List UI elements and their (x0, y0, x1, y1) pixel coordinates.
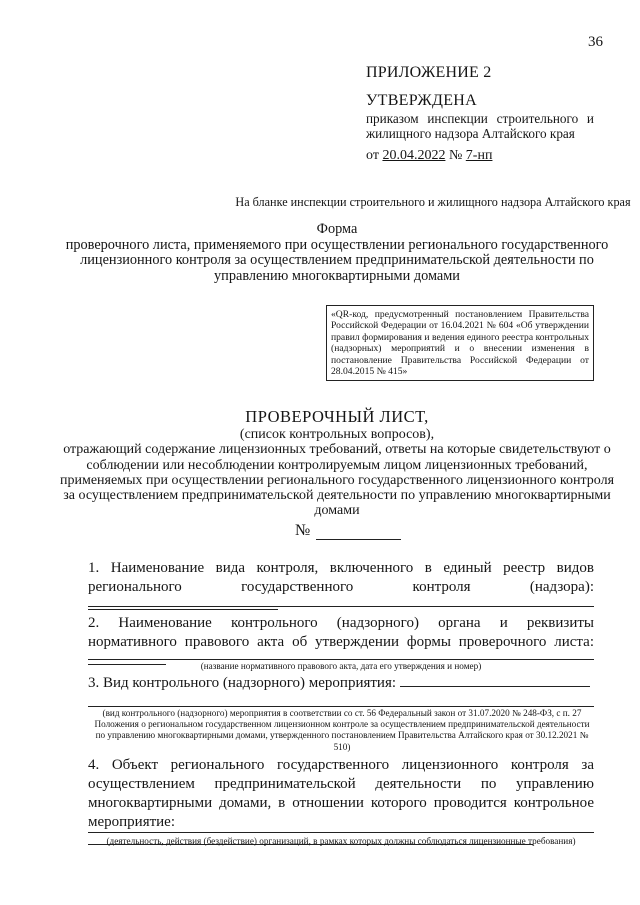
approval-date-line (366, 148, 492, 164)
form-header (60, 222, 614, 284)
form-heading: Форма (316, 221, 358, 237)
checklist-subtitle (60, 427, 614, 519)
item-2-field-line-2[interactable] (88, 659, 594, 660)
approved-by-text: приказом инспекции строительного и жилищного надзора Алтайского края (366, 111, 594, 141)
number-sign: № (445, 148, 466, 163)
page-number: 36 (588, 34, 603, 50)
item-1 (88, 559, 594, 616)
item-2-text: 2. Наименование контрольного (надзорного) органа и реквизиты нормативного правового акта об утверждении формы проверочного листа: (88, 615, 594, 650)
item-3-caption: (вид контрольного (надзорного) мероприятия в соответствии со ст. 56 Федеральный закон от 31.07.2020 № 248-ФЗ, с п. 27 Положения о региональном государственном лицензионном контроле за осуществлением предпринимательской деятельности по управлению многоквартирными домами, утвержденного постановлением Правительства Алтайского края от 30.12.2021 № 510) (94, 708, 590, 752)
date-prefix: от (366, 148, 383, 163)
checklist-title: ПРОВЕРОЧНЫЙ ЛИСТ, (245, 407, 429, 426)
form-description: проверочного листа, применяемого при осуществлении регионального государственного лицензионного контроля за осуществлением предпринимательской деятельности по управлению многоквартирными домами (65, 236, 609, 284)
order-number: 7-нп (465, 148, 493, 163)
checklist-subtitle-1: (список контрольных вопросов), (239, 427, 435, 442)
approval-date: 20.04.2022 (382, 148, 446, 163)
item-1-field-line-2[interactable] (88, 606, 594, 607)
number-label: № (295, 522, 311, 539)
item-3-field[interactable] (400, 674, 590, 687)
item-4-text: 4. Объект регионального государственного лицензионного контроля за осуществлением предпринимательской деятельности по управлению многоквартирными домами, в отношении которого проводится контрольное мероприятие: (88, 757, 594, 830)
item-1-field[interactable] (88, 597, 278, 610)
item-3-field-line-2[interactable] (88, 706, 594, 707)
item-3-text: 3. Вид контрольного (надзорного) мероприятия: (88, 675, 397, 691)
qr-code-box: «QR-код, предусмотренный постановлением Правительства Российской Федерации от 16.04.2021 № 604 «Об утверждении правил формирования и ведения единого реестра контрольных (надзорных) мероприятий и о внесении изменения в постановление Правительства Российской Федерации от 28.04.2015 № 415» (326, 305, 594, 381)
letterhead-note: На бланке инспекции строительного и жилищного надзора Алтайского края (235, 195, 631, 209)
item-1-text: 1. Наименование вида контроля, включенного в единый реестр видов регионального государственного контроля (надзора): (88, 560, 594, 595)
checklist-number-field[interactable] (316, 526, 401, 540)
item-4-caption: (деятельность, действия (бездействие) организаций, в рамках которых должны соблюдаться лицензионные требования) (106, 836, 576, 846)
item-4-field-line-2[interactable] (88, 832, 594, 833)
item-3 (88, 674, 594, 693)
approved-label: УТВЕРЖДЕНА (366, 92, 478, 109)
checklist-subtitle-2: отражающий содержание лицензионных требований, ответы на которые свидетельствуют о соблюдении или несоблюдении контролируемым лицом лицензионных требований, применяемых при осуществлении регионального государственного лицензионного контроля за осуществлением предпринимательской деятельности по управлению многоквартирными домами (60, 442, 615, 519)
checklist-number-row (295, 522, 401, 540)
item-2-caption: (название нормативного правового акта, дата его утверждения и номер) (200, 661, 482, 671)
letterhead-note-row (0, 195, 640, 210)
appendix-label: ПРИЛОЖЕНИЕ 2 (366, 64, 492, 81)
